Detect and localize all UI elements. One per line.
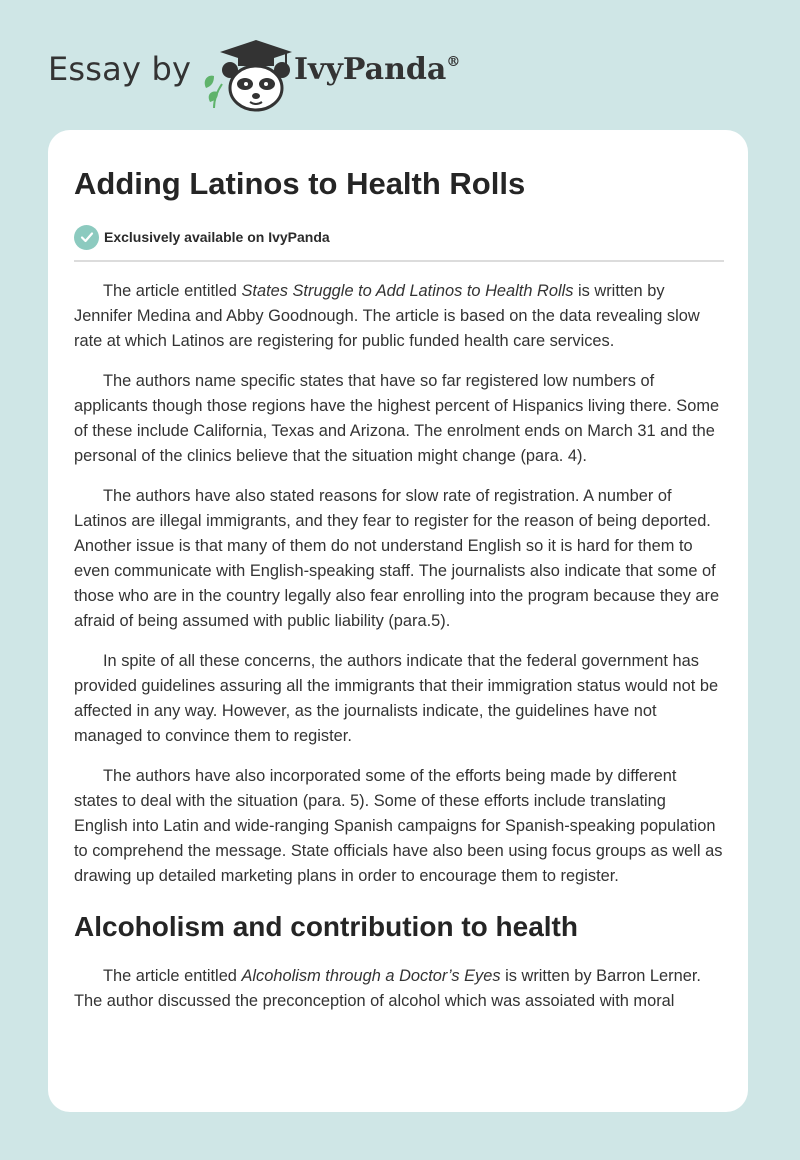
brand-name-text: IvyPanda bbox=[294, 52, 447, 87]
paragraph: The authors name specific states that have so far registered low numbers of applicants though those regions have the highest percent of Hispanics living there. Some of these include California, Texas and Arizona. The enrolment ends on March 31 and the personal of the clinics believe that the situation might change (para. 4). bbox=[74, 372, 720, 466]
paragraph bbox=[74, 964, 724, 1014]
panda-graduate-icon bbox=[200, 36, 292, 112]
paragraph-text: is written by Barron Lerner. The author discussed the preconception of alcohol which was assoiated with moral bbox=[74, 966, 701, 1010]
paragraph: The authors have also incorporated some of the efforts being made by different states to deal with the situation (para. 5). Some of these efforts include translating English into Latin and wide-ranging Spanish campaigns for Spanish-speaking population to comprehend the message. State officials have also been using focus groups as well as drawing up detailed marketing plans in order to encourage them to register. bbox=[74, 767, 723, 886]
brand-name bbox=[294, 52, 460, 87]
brand-prefix: Essay by bbox=[48, 50, 192, 88]
exclusive-badge bbox=[74, 224, 724, 250]
divider bbox=[74, 260, 724, 262]
brand-header bbox=[48, 32, 508, 112]
paragraph: The authors have also stated reasons for slow rate of registration. A number of Latinos are illegal immigrants, and they fear to register for the reason of being deported. Another issue is that many of them do not understand English so it is hard for them to even communicate with English-speaking staff. The journalists also indicate that some of those who are in the country legally also fear enrolling into the program because they are afraid of being assumed with public liability (para.5). bbox=[74, 487, 720, 631]
article-card bbox=[48, 130, 748, 1112]
check-circle-icon bbox=[74, 225, 99, 250]
badge-label: Exclusively available on IvyPanda bbox=[104, 229, 330, 246]
section-heading: Alcoholism and contribution to health bbox=[74, 911, 578, 943]
paragraph bbox=[74, 279, 724, 354]
paragraph: In spite of all these concerns, the authors indicate that the federal government has provided guidelines assuring all the immigrants that their immigration status would not be affected in any way. However, as the journalists indicate, the guidelines have not managed to convince them to register. bbox=[74, 652, 719, 746]
article-content bbox=[74, 279, 724, 1013]
article-reference: Alcoholism through a Doctor’s Eyes bbox=[241, 966, 501, 985]
paragraph-text: is written by Jennifer Medina and Abby Goodnough. The article is based on the data revealing slow rate at which Latinos are registering for public funded health care services. bbox=[74, 282, 700, 351]
paragraph-text: The article entitled bbox=[103, 282, 242, 301]
registered-mark: ® bbox=[446, 54, 461, 70]
paragraph-text: The article entitled bbox=[103, 966, 242, 985]
article-title: Adding Latinos to Health Rolls bbox=[74, 166, 526, 201]
article-body bbox=[74, 164, 724, 1029]
article-reference: States Struggle to Add Latinos to Health Rolls bbox=[241, 282, 574, 301]
